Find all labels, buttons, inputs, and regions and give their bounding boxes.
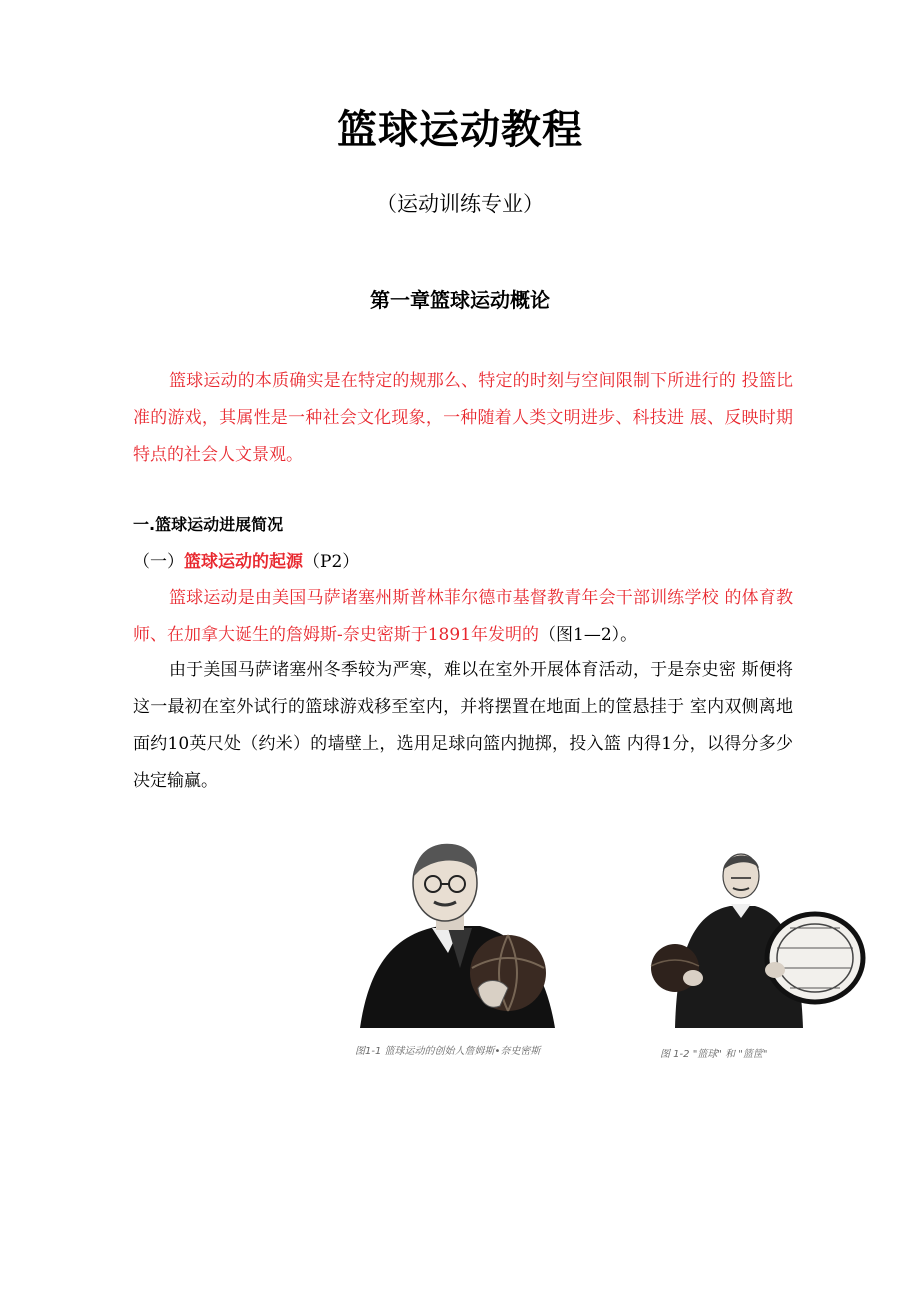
origin-figure-ref: （图1—2）。: [539, 625, 638, 645]
figure-naismith-portrait: [340, 828, 580, 1066]
subsection-page-ref: （P2）: [303, 552, 360, 572]
figure-2-caption: 图 1-2 "篮球" 和 "篮筐": [660, 1049, 768, 1060]
document-title: 篮球运动教程: [337, 107, 583, 153]
basketball-basket-photo: [645, 838, 867, 1038]
subsection-heading: [133, 547, 359, 577]
figure-basketball-and-basket: [645, 838, 867, 1066]
naismith-photo: [340, 828, 580, 1038]
document-subtitle: （运动训练专业）: [376, 192, 544, 216]
section-heading: 一.篮球运动进展简况: [133, 515, 284, 534]
chapter-heading: 第一章篮球运动概论: [370, 288, 550, 312]
figure-1-caption: 图1-1 篮球运动的创始人詹姆斯•奈史密斯: [355, 1046, 541, 1057]
intro-paragraph: 篮球运动的本质确实是在特定的规那么、特定的时刻与空间限制下所进行的 投篮比准的游戏，其属性是一种社会文化现象，一种随着人类文明进步、科技进 展、反映时期特点的社会人文景观。: [133, 371, 793, 465]
origin-paragraph: [133, 580, 793, 654]
history-paragraph: 由于美国马萨诸塞州冬季较为严寒，难以在室外开展体育活动，于是奈史密 斯便将这一最初在室外试行的篮球游戏移至室内，并将摆置在地面上的筐悬挂于 室内双侧离地面约10英尺处（约米）的墙壁上，选用足球向篮内抛掷，投入篮 内得1分，以得分多少决定输赢。: [133, 660, 793, 791]
subsection-title: 篮球运动的起源: [184, 552, 303, 572]
origin-paragraph-text: 篮球运动是由美国马萨诸塞州斯普林菲尔德市基督教青年会干部训练学校 的体育教师、在加拿大诞生的詹姆斯-奈史密斯于1891年发明的: [133, 588, 793, 645]
subsection-prefix: （一）: [133, 552, 184, 572]
